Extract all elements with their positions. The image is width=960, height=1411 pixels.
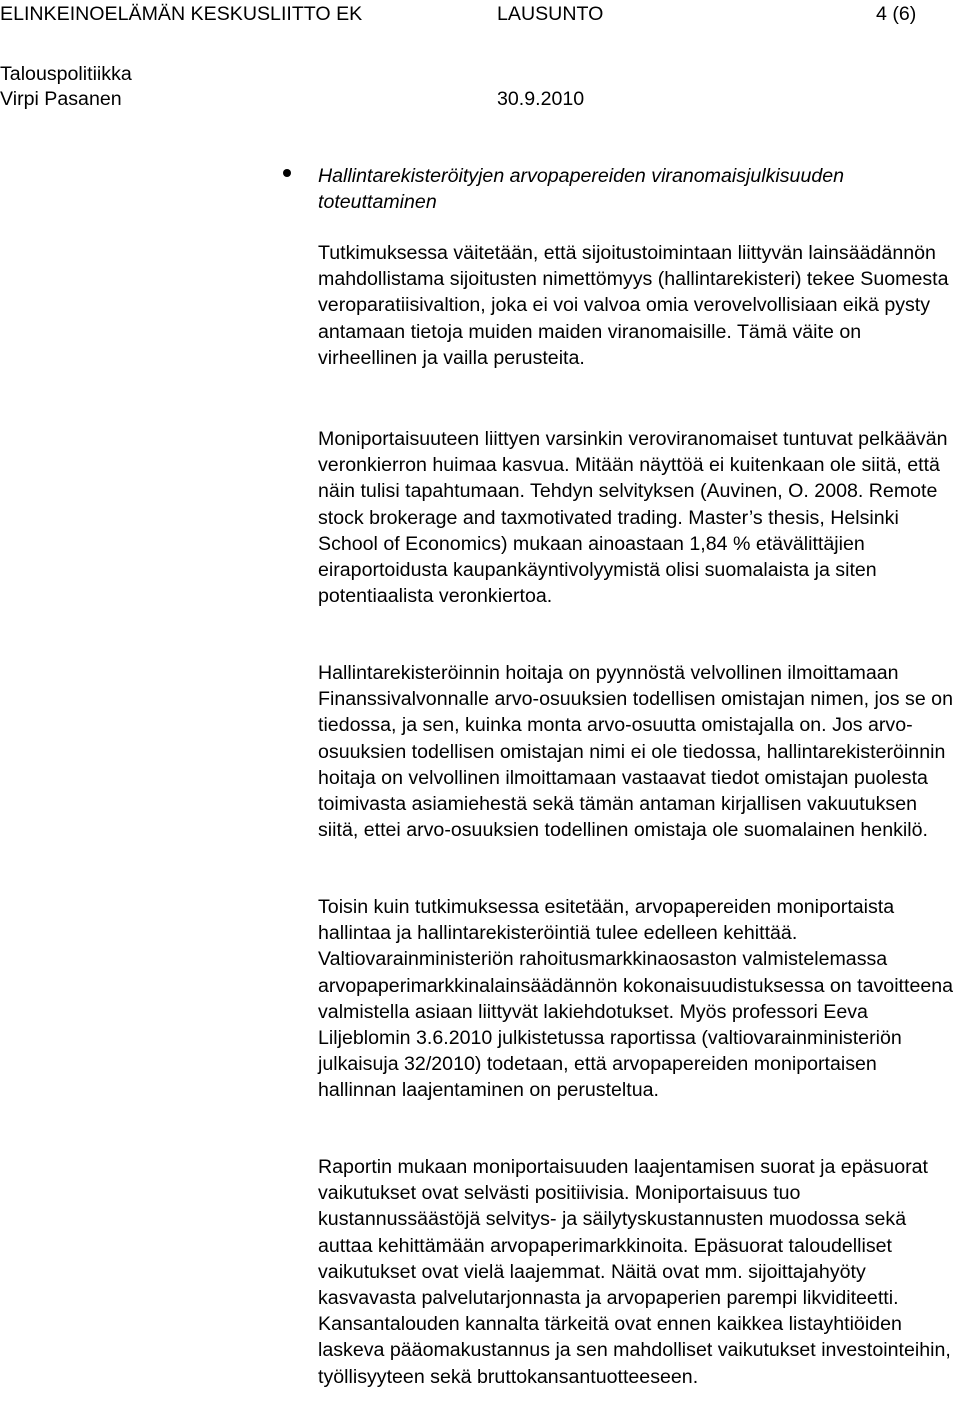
author-name: Virpi Pasanen	[0, 88, 122, 110]
bullet-icon	[283, 169, 291, 177]
document-type: LAUSUNTO	[497, 3, 604, 25]
body-paragraph-5: Raportin mukaan moniportaisuuden laajentamisen suorat ja epäsuorat vaikutukset ovat selvästi positiivisia. Moniportaisuus tuo kustannussäästöjä selvitys- ja säilytyskustannusten muodossa sekä auttaa kehittämään arvopaperimarkkinoita. Epäsuorat taloudelliset vaikutukset ovat vielä laajemmat. Näitä ovat mm. sijoittajahyöty kasvavasta palvelutarjonnasta ja arvopaperien parempi likviditeetti. Kansantalouden kannalta tärkeitä ovat ennen kaikkea listayhtiöiden laskeva pääomakustannus ja sen mahdolliset vaikutukset investointeihin, työllisyyteen sekä bruttokansantuotteeseen.	[318, 1156, 951, 1388]
body-paragraph-2: Moniportaisuuteen liittyen varsinkin veroviranomaiset tuntuvat pelkäävän veronkierron huimaa kasvua. Mitään näyttöä ei kuitenkaan ole siitä, että näin tulisi tapahtumaan. Tehdyn selvityksen (Auvinen, O. 2008. Remote stock brokerage and taxmotivated trading. Master’s thesis, Helsinki School of Economics) mukaan ainoastaan 1,84 % etävälittäjien eiraportoidusta kaupankäyntivolyymistä olisi suomalaista ja siten potentiaalista veronkiertoa.	[318, 428, 948, 608]
department-name: Talouspolitiikka	[0, 63, 132, 85]
page-number: 4 (6)	[876, 3, 917, 25]
document-date: 30.9.2010	[497, 88, 585, 110]
organization-name: ELINKEINOELÄMÄN KESKUSLIITTO EK	[0, 3, 363, 25]
body-paragraph-3: Hallintarekisteröinnin hoitaja on pyynnöstä velvollinen ilmoittamaan Finanssivalvonnalle arvo-osuuksien todellisen omistajan nimen, jos se on tiedossa, ja sen, kuinka monta arvo-osuutta omistajalla on. Jos arvo-osuuksien todellisen omistajan nimi ei ole tiedossa, hallintarekisteröinnin hoitaja on velvollinen ilmoittamaan vastaavat tiedot omistajan puolesta toimivasta asiamiehestä sekä tämän antaman kirjallisen vakuutuksen siitä, ettei arvo-osuuksien todellinen omistaja ole suomalainen henkilö.	[318, 662, 953, 842]
section-heading: Hallintarekisteröityjen arvopapereiden viranomaisjulkisuuden toteuttaminen	[318, 165, 845, 213]
body-paragraph-1: Tutkimuksessa väitetään, että sijoitustoimintaan liittyvän lainsäädännön mahdollistama sijoitusten nimettömyys (hallintarekisteri) tekee Suomesta veroparatiisivaltion, joka ei voi valvoa omia verovelvollisiaan eikä pysty antamaan tietoja muiden maiden viranomaisille. Tämä väite on virheellinen ja vailla perusteita.	[318, 242, 949, 369]
body-paragraph-4: Toisin kuin tutkimuksessa esitetään, arvopapereiden moniportaista hallintaa ja hallintarekisteröintiä tulee edelleen kehittää. Valtiovarainministeriön rahoitusmarkkinaosaston valmistelemassa arvopaperimarkkinalainsäädännön kokonaisuudistuksessa on tavoitteena valmistella asiaan liittyvät lakiehdotukset. Myös professori Eeva Liljeblomin 3.6.2010 julkistetussa raportissa (valtiovarainministeriön julkaisuja 32/2010) todetaan, että arvopapereiden moniportaisen hallinnan laajentaminen on perusteltua.	[318, 896, 954, 1102]
